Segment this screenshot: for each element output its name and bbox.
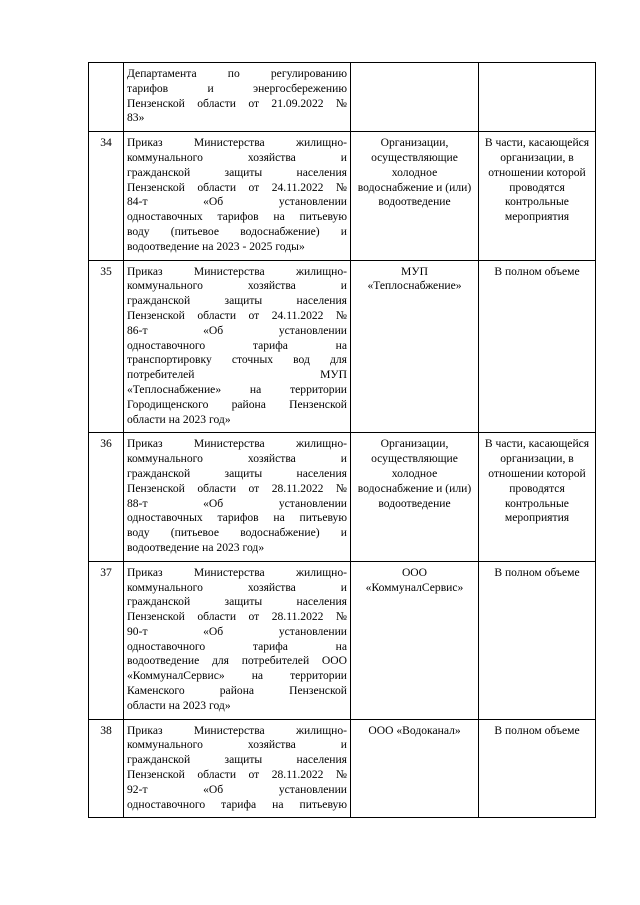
organization-cell: Организации, осуществляющие холодное водоснабжение и (или) водоотведение [351,132,479,260]
title-line: области на 2023 год» [127,412,231,426]
document-title [124,260,351,433]
title-line: Приказ Министерства жилищно- [127,136,347,150]
title-line: потребителей МУП [127,368,347,382]
title-line: воду (питьевое водоснабжение) и [127,224,347,238]
title-line: 84-т «Об установлении [127,195,347,209]
title-line: одноставочного тарифа на [127,639,347,653]
title-line: области на 2023 год» [127,698,231,712]
table-row [89,433,596,561]
title-line: Пензенской области от 24.11.2022 № [127,308,347,322]
regulations-table [88,62,596,818]
title-line: Приказ Министерства жилищно- [127,264,347,278]
title-line: коммунального хозяйства и [127,452,347,466]
table-row [89,260,596,433]
title-line: одноставочных тарифов на питьевую [127,210,347,224]
title-line: коммунального хозяйства и [127,738,347,752]
title-line: Приказ Министерства жилищно- [127,437,347,451]
title-line: Пензенской области от 28.11.2022 № [127,610,347,624]
row-number: 34 [89,132,124,260]
title-line: Пензенской области от 28.11.2022 № [127,481,347,495]
title-line: Пензенской области от 24.11.2022 № [127,180,347,194]
scope-cell [479,63,596,132]
title-line: Департамента по регулированию [127,67,347,80]
row-number: 36 [89,433,124,561]
document-title [124,132,351,260]
title-line: коммунального хозяйства и [127,580,347,594]
title-line: гражданской защиты населения [127,753,347,767]
title-line: гражданской защиты населения [127,466,347,480]
title-line: 86-т «Об установлении [127,323,347,337]
scope-cell: В полном объеме [479,561,596,719]
title-line: «Теплоснабжение» на территории [127,382,347,396]
table-body [89,63,596,818]
scope-cell: В части, касающейся организации, в отношении которой проводятся контрольные мероприятия [479,132,596,260]
title-line: коммунального хозяйства и [127,279,347,293]
table-row [89,132,596,260]
title-line: тарифов и энергосбережению [127,81,347,95]
table-row [89,719,596,818]
table-row [89,63,596,132]
title-line: водоотведение для потребителей ООО [127,654,347,668]
title-line: Приказ Министерства жилищно- [127,723,347,737]
title-line: водоотведение на 2023 год» [127,540,265,554]
title-line: 90-т «Об установлении [127,624,347,638]
organization-cell: Организации, осуществляющие холодное водоснабжение и (или) водоотведение [351,433,479,561]
document-title [124,561,351,719]
row-number: 38 [89,719,124,818]
title-line: одноставочных тарифов на питьевую [127,511,347,525]
document-title [124,719,351,818]
document-title [124,63,351,132]
scope-cell: В части, касающейся организации, в отношении которой проводятся контрольные мероприятия [479,433,596,561]
organization-cell: МУП «Теплоснабжение» [351,260,479,433]
title-line: водоотведение на 2023 - 2025 годы» [127,239,305,253]
title-line: одноставочного тарифа на питьевую [127,797,347,811]
title-line: Каменского района Пензенской [127,684,347,698]
row-number: 35 [89,260,124,433]
scope-cell: В полном объеме [479,260,596,433]
organization-cell [351,63,479,132]
title-line: Приказ Министерства жилищно- [127,565,347,579]
title-line: 88-т «Об установлении [127,496,347,510]
scope-cell: В полном объеме [479,719,596,818]
title-line: гражданской защиты населения [127,294,347,308]
title-line: транспортировку сточных вод для [127,353,347,367]
title-line: Пензенской области от 28.11.2022 № [127,768,347,782]
organization-cell: ООО «КоммуналСервис» [351,561,479,719]
title-line: 92-т «Об установлении [127,782,347,796]
row-number: 37 [89,561,124,719]
organization-cell: ООО «Водоканал» [351,719,479,818]
document-title [124,433,351,561]
title-line: Пензенской области от 21.09.2022 № [127,96,347,110]
title-line: 83» [127,111,145,125]
title-line: «КоммуналСервис» на территории [127,669,347,683]
title-line: коммунального хозяйства и [127,150,347,164]
title-line: Городищенского района Пензенской [127,397,347,411]
title-line: одноставочного тарифа на [127,338,347,352]
row-number [89,63,124,132]
title-line: воду (питьевое водоснабжение) и [127,526,347,540]
title-line: гражданской защиты населения [127,595,347,609]
title-line: гражданской защиты населения [127,165,347,179]
table-row [89,561,596,719]
